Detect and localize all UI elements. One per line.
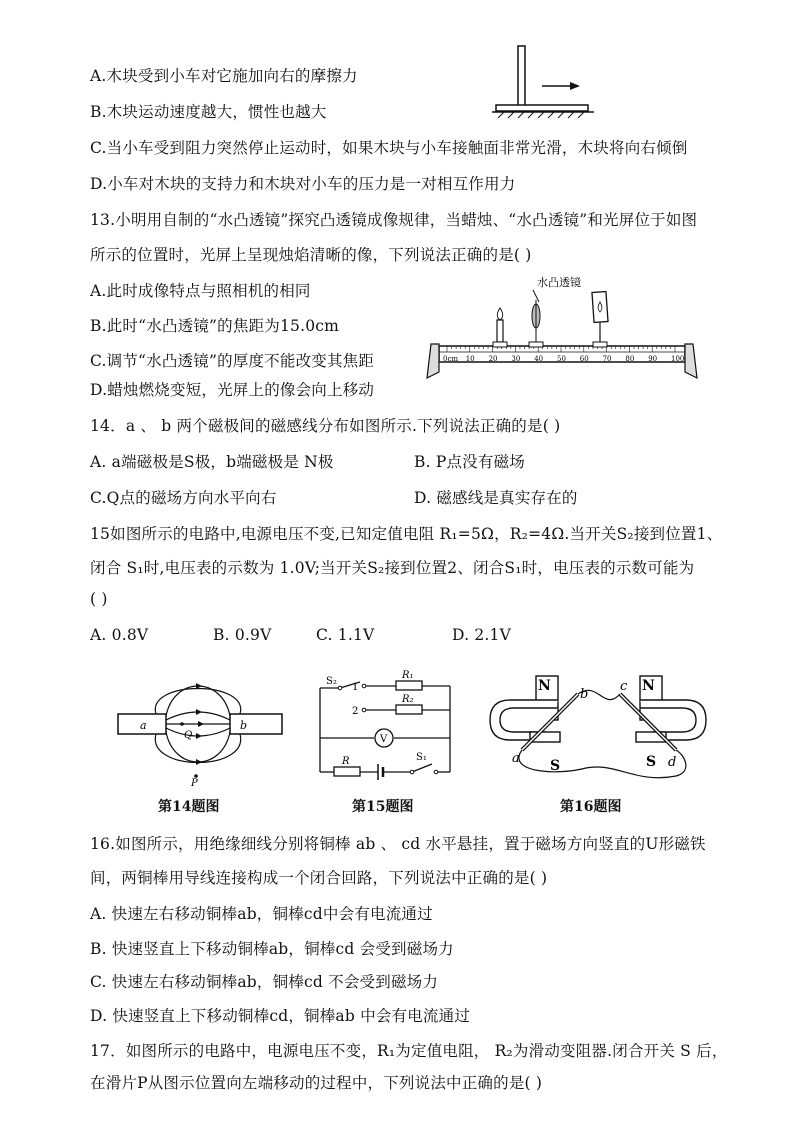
q17-stem-line-1: 17．如图所示的电路中，电源电压不变，R₁为定值电阻， R₂为滑动变阻器.闭合开关 S 后， <box>90 1042 728 1060</box>
ruler-tick-label: 90 <box>648 355 658 363</box>
rod-end-d-label: d <box>668 755 677 770</box>
q16-figure-copper-rods <box>486 672 710 790</box>
ruler-tick-label: 10 <box>465 355 475 363</box>
q13-option-d: D.蜡烛燃烧变短，光屏上的像会向上移动 <box>90 381 375 399</box>
q16-option-d: D. 快速竖直上下移动铜棒cd，铜棒ab 中会有电流通过 <box>90 1007 471 1025</box>
ruler-tick-label: 40 <box>534 355 544 363</box>
position-1-label: 1 <box>352 682 359 693</box>
resistor-r-label: R <box>342 756 350 767</box>
q16-stem-line-2: 间，两铜棒用导线连接构成一个闭合回路，下列说法中正确的是( ) <box>90 869 548 887</box>
ruler-tick-label: 30 <box>511 355 521 363</box>
q13-stem-line-2: 所示的位置时，光屏上呈现烛焰清晰的像，下列说法正确的是( ) <box>90 246 532 264</box>
q15-option-c: C. 1.1V <box>316 626 375 644</box>
resistor-r2-label: R₂ <box>402 694 414 705</box>
q12-figure-cart <box>490 42 600 120</box>
pole-s-right-label: S <box>646 754 657 770</box>
q16-option-b: B. 快速竖直上下移动铜棒ab，铜棒cd 会受到磁场力 <box>90 940 454 958</box>
q12-option-a: A.木块受到小车对它施加向右的摩擦力 <box>90 67 358 85</box>
q13-figure-optical-bench <box>425 272 695 384</box>
q16-stem-line-1: 16.如图所示，用绝缘细线分别将铜棒 ab 、 cd 水平悬挂，置于磁场方向竖直的U形磁铁 <box>90 835 706 853</box>
q13-option-c: C.调节“水凸透镜”的厚度不能改变其焦距 <box>90 352 375 370</box>
point-p-label: P <box>191 778 198 789</box>
q14-figure-magnetic-field <box>116 668 286 789</box>
position-2-label: 2 <box>352 706 359 717</box>
q14-option-c: C.Q点的磁场方向水平向右 <box>90 489 277 507</box>
q13-option-b: B.此时“水凸透镜”的焦距为15.0cm <box>90 317 340 335</box>
q16-figure-caption: 第16题图 <box>560 799 622 815</box>
q15-figure-caption: 第15题图 <box>352 799 414 815</box>
q15-stem-line-2: 闭合 S₁时,电压表的示数为 1.0V;当开关S₂接到位置2、闭合S₁时，电压表的示数可能为 <box>90 559 695 577</box>
resistor-r1-label: R₁ <box>402 670 414 681</box>
point-q-label: Q <box>184 730 193 741</box>
ruler-tick-label: 50 <box>557 355 566 363</box>
q14-option-a: A. a端磁极是S极，b端磁极是 N极 <box>90 453 334 471</box>
q12-option-c: C.当小车受到阻力突然停止运动时，如果木块与小车接触面非常光滑，木块将向右倾倒 <box>90 139 688 157</box>
ruler-tick-label: 70 <box>602 355 612 363</box>
pole-n-left-label: N <box>538 678 551 694</box>
rod-end-c-label: c <box>620 679 628 694</box>
pole-a-label: a <box>140 719 147 732</box>
switch-s1-label: S₁ <box>416 752 427 763</box>
q16-option-a: A. 快速左右移动铜棒ab，铜棒cd中会有电流通过 <box>90 905 433 923</box>
q14-stem: 14．a 、 b 两个磁极间的磁感线分布如图所示.下列说法正确的是( ) <box>90 417 561 435</box>
ruler-tick-label: 20 <box>488 355 498 363</box>
q13-option-a: A.此时成像特点与照相机的相同 <box>90 282 311 300</box>
pole-s-left-label: S <box>550 758 561 774</box>
ruler-tick-label: 100 <box>671 355 685 363</box>
rod-end-b-label: b <box>580 687 589 702</box>
q15-option-a: A. 0.8V <box>90 626 149 644</box>
q15-option-b: B. 0.9V <box>213 626 272 644</box>
ruler-tick-label: 60 <box>579 355 589 363</box>
q15-stem-line-1: 15如图所示的电路中,电源电压不变,已知定值电阻 R₁=5Ω，R₂=4Ω.当开关S₂接到位置1、 <box>90 525 723 543</box>
ruler-unit-label: 0cm <box>443 355 459 363</box>
q14-option-d: D. 磁感线是真实存在的 <box>414 489 578 507</box>
switch-s2-label: S₂ <box>326 676 337 687</box>
q14-option-b: B. P点没有磁场 <box>414 453 525 471</box>
q14-figure-caption: 第14题图 <box>158 799 220 815</box>
rod-end-a-label: a <box>512 751 520 766</box>
pole-n-right-label: N <box>642 678 655 694</box>
voltmeter-label: V <box>380 734 388 745</box>
q16-option-c: C. 快速左右移动铜棒ab，铜棒cd 不会受到磁场力 <box>90 973 439 991</box>
ruler-tick-label: 80 <box>625 355 635 363</box>
q15-figure-circuit <box>316 668 458 780</box>
q12-option-b: B.木块运动速度越大，惯性也越大 <box>90 103 327 121</box>
q15-option-d: D. 2.1V <box>452 626 511 644</box>
q17-stem-line-2: 在滑片P从图示位置向左端移动的过程中，下列说法中正确的是( ) <box>90 1074 543 1092</box>
q15-stem-line-3: ( ) <box>90 590 108 608</box>
q12-option-d: D.小车对木块的支持力和木块对小车的压力是一对相互作用力 <box>90 175 516 193</box>
q13-stem-line-1: 13.小明用自制的“水凸透镜”探究凸透镜成像规律，当蜡烛、“水凸透镜”和光屏位于如图 <box>90 211 698 229</box>
pole-b-label: b <box>240 719 248 732</box>
lens-label: 水凸透镜 <box>537 276 581 289</box>
